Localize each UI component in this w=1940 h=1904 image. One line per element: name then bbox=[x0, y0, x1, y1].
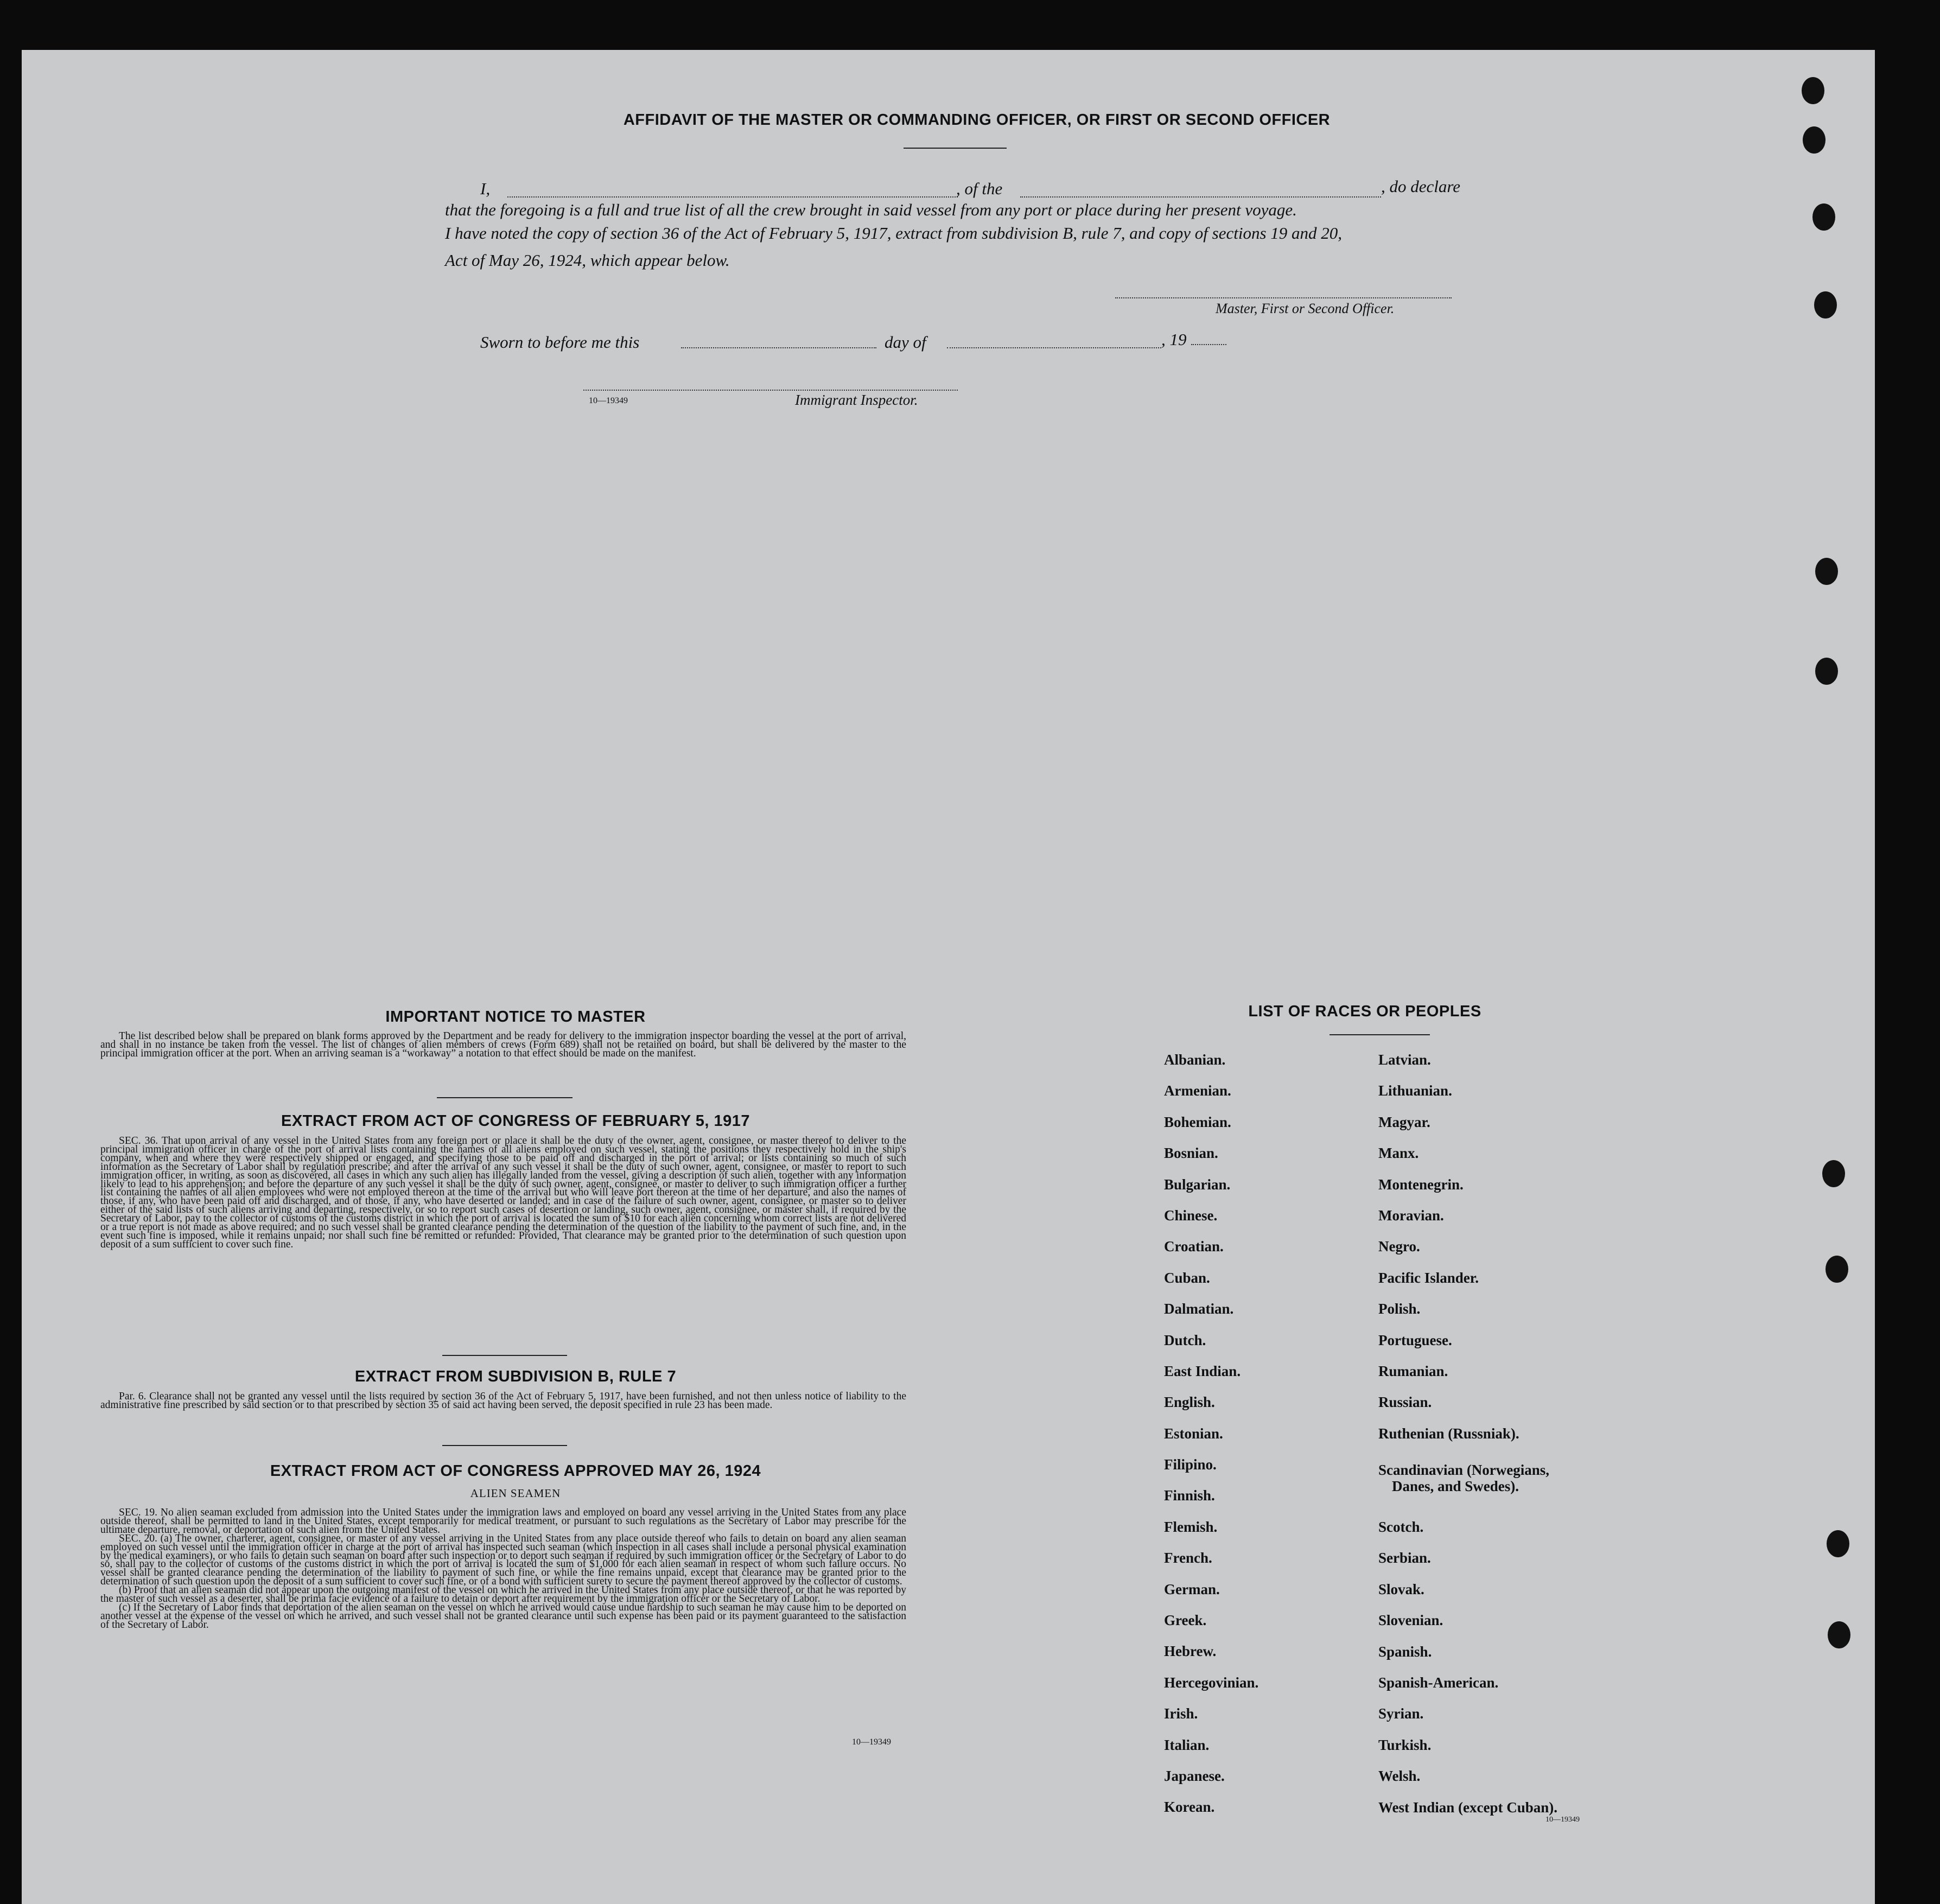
sec-19-body: SEC. 19. No alien seaman excluded from admission into the United States under the immigration laws and employed on board any vessel arriving in the United States from any place outside thereof, shall be permitted to land in the United States, except temporarily for medical treatment, or pursuant to such regulations as the Secretary of Labor may prescribe for the ultimate departure, removal, or deportation of such alien from the United States. bbox=[100, 1507, 906, 1536]
race-item: Hercegovinian. bbox=[1164, 1674, 1259, 1691]
extract-rule7-text bbox=[100, 1392, 906, 1410]
signature-line[interactable] bbox=[1115, 297, 1452, 298]
race-item: Armenian. bbox=[1164, 1082, 1231, 1099]
race-item: Greek. bbox=[1164, 1612, 1207, 1629]
race-item: Slovak. bbox=[1378, 1581, 1424, 1597]
affidavit-title: AFFIDAVIT OF THE MASTER OR COMMANDING OFFICER, OR FIRST OR SECOND OFFICER bbox=[623, 111, 1331, 129]
par-6-body: Par. 6. Clearance shall not be granted any vessel until the lists required by section 36 of the Act of February 5, 1917, have been furnished, and not then unless notice of liability to the administrative fine prescribed by said section or to that prescribed by section 35 of said act having been served, the deposit specified in rule 23 has been made. bbox=[100, 1391, 906, 1411]
race-item: Croatian. bbox=[1164, 1238, 1224, 1255]
punch-hole bbox=[1825, 1256, 1848, 1283]
races-column-2 bbox=[1378, 1052, 1639, 1830]
sec-20c-body: (c) If the Secretary of Labor finds that deportation of the alien seaman on the vessel on which he arrived would cause undue hardship to such seaman he may cause him to be deported on another vessel at the expense of the vessel on which he arrived, and such vessel shall not be granted clearance until such expense has been paid or its payment guaranteed to the satisfaction of the Secretary of Labor. bbox=[100, 1601, 906, 1631]
race-item: Hebrew. bbox=[1164, 1643, 1217, 1660]
signature-label: Master, First or Second Officer. bbox=[1216, 301, 1395, 316]
race-item: Syrian. bbox=[1378, 1705, 1424, 1722]
notice-body: The list described below shall be prepared on blank forms approved by the Department and be ready for delivery to the immigration inspector boarding the vessel at the port of arrival, and shall in no instance be taken from the vessel. The list of changes of alien members of crews (Form 689) shall not be retained on board, but shall be delivered by the master to the principal immigration officer at the port. When an arriving seaman is a “workaway” a notation to that effect should be made on the manifest. bbox=[100, 1030, 906, 1059]
race-item: Bohemian. bbox=[1164, 1113, 1231, 1130]
affidavit-line-3: I have noted the copy of section 36 of the Act of February 5, 1917, extract from subdivision B, rule 7, and copy of sections 19 and 20, bbox=[445, 224, 1343, 243]
race-item: Turkish. bbox=[1378, 1736, 1432, 1753]
race-item: Latvian. bbox=[1378, 1052, 1431, 1068]
sworn-year-line[interactable] bbox=[1191, 344, 1226, 345]
race-item: Slovenian. bbox=[1378, 1612, 1443, 1629]
race-item: Spanish. bbox=[1378, 1643, 1432, 1660]
form-number-top: 10—19349 bbox=[589, 396, 628, 405]
day-of-text: day of bbox=[885, 333, 926, 352]
race-item: Flemish. bbox=[1164, 1518, 1218, 1535]
race-item: East Indian. bbox=[1164, 1362, 1241, 1379]
sworn-day-line[interactable] bbox=[681, 347, 876, 348]
race-item: Montenegrin. bbox=[1378, 1176, 1464, 1193]
race-item: Moravian. bbox=[1378, 1207, 1444, 1224]
extract-1917-title: EXTRACT FROM ACT OF CONGRESS OF FEBRUARY 5, 1917 bbox=[281, 1112, 750, 1130]
inspector-label: Immigrant Inspector. bbox=[795, 392, 918, 408]
sworn-text: Sworn to before me this bbox=[480, 333, 640, 352]
race-item: Scotch. bbox=[1378, 1519, 1424, 1536]
race-item: Magyar. bbox=[1378, 1113, 1430, 1130]
race-item: Filipino. bbox=[1164, 1456, 1217, 1473]
notice-title: IMPORTANT NOTICE TO MASTER bbox=[385, 1008, 646, 1026]
sec-36-body: SEC. 36. That upon arrival of any vessel in the United States from any foreign port or place it shall be the duty of the owner, agent, consignee, or master thereof to deliver to the principal immigration officer in charge of the port of arrival lists containing the names of all aliens employed on such vessel, stating the positions they respectively hold in the ship's company, when and where they were respectively shipped or engaged, and specifying those to be paid off and discharged in the port of arrival; or lists containing so much of such information as the Secretary of Labor shall by regulation prescribe; and after the arrival of any such vessel it shall be the duty of such owner, agent, consignee, or master to report to such immigration officer, in writing, as soon as discovered, all cases in which any such alien has illegally landed from the vessel, giving a description of such alien, together with any information likely to lead to his apprehension; and before the departure of any such vessel it shall be the duty of such owner, agent, consignee, or master to deliver to such immigration officer a further list containing the names of all alien employees who were not employed thereon at the time of the arrival but who will leave port thereon at the time of her departure, and also the names of those, if any, who have been paid off and discharged, and of those, if any, who have deserted or landed; and in case of the failure of such owner, agent, consignee, or master so to deliver either of the said lists of such aliens arriving and departing, respectively, or so to report such cases of desertion or landing, such owner, agent, consignee, or master shall, if required by the Secretary of Labor, pay to the collector of customs of the customs district in which the port of arrival is located the sum of $10 for each alien concerning whom correct lists are not delivered or a true report is not made as above required; and no such vessel shall be granted clearance pending the determination of the question of the liability to the payment of such fine, and, in the event such fine is imposed, while it remains unpaid; nor shall such fine be remitted or refunded: Provided, That clearance may be granted prior to the determination of such question upon deposit of a sum sufficient to cover such fine. bbox=[100, 1135, 906, 1250]
punch-hole bbox=[1815, 558, 1838, 585]
race-item: Manx. bbox=[1378, 1145, 1419, 1162]
extract-1924-title: EXTRACT FROM ACT OF CONGRESS APPROVED MAY 26, 1924 bbox=[270, 1462, 761, 1480]
extract-1917-text bbox=[100, 1137, 906, 1249]
extract-rule7-title: EXTRACT FROM SUBDIVISION B, RULE 7 bbox=[354, 1368, 677, 1385]
race-item: Welsh. bbox=[1378, 1768, 1421, 1785]
race-item: Irish. bbox=[1164, 1705, 1198, 1722]
extract-1924-text bbox=[100, 1508, 906, 1629]
race-item: Serbian. bbox=[1378, 1550, 1431, 1566]
races-divider bbox=[1330, 1034, 1430, 1035]
race-item: Scandinavian (Norwegians, bbox=[1378, 1462, 1550, 1479]
sec-20b-body: (b) Proof that an alien seaman did not appear upon the outgoing manifest of the vessel on which he arrived in the United States from any place outside thereof, or that he was reported by the master of such vessel as a deserter, shall be prima facie evidence of a failure to detain or deport after requirement by the immigration officer or the Secretary of Labor. bbox=[100, 1584, 906, 1605]
race-item-continued: Danes, and Swedes). bbox=[1392, 1478, 1519, 1495]
affidavit-pronoun: I, bbox=[480, 179, 491, 198]
punch-hole bbox=[1815, 658, 1838, 685]
vessel-name-line[interactable] bbox=[1020, 196, 1381, 198]
race-item: English. bbox=[1164, 1394, 1215, 1411]
punch-hole bbox=[1812, 203, 1835, 231]
race-item: Ruthenian (Russniak). bbox=[1378, 1425, 1519, 1442]
race-item: Portuguese. bbox=[1378, 1332, 1452, 1348]
race-item: Negro. bbox=[1378, 1238, 1420, 1255]
race-item: German. bbox=[1164, 1581, 1220, 1597]
declarant-name-line[interactable] bbox=[507, 196, 958, 198]
section-divider bbox=[442, 1445, 567, 1446]
year-prefix: , 19 bbox=[1161, 330, 1187, 349]
punch-hole bbox=[1822, 1160, 1845, 1187]
punch-hole bbox=[1802, 77, 1824, 104]
race-item: Lithuanian. bbox=[1378, 1082, 1452, 1099]
section-divider bbox=[442, 1355, 567, 1356]
sec-20a-body: SEC. 20. (a) The owner, charterer, agent, consignee, or master of any vessel arriving in the United States from any place outside thereof who fails to detain on board any alien seaman employed on such vessel until the immigration officer in charge at the port of arrival has inspected such seaman (which inspection in all cases shall include a personal physical examination by the medical examiners), or who fails to detain such seaman on board after such inspection or to deport such seaman if required by such immigration officer or the Secretary of Labor to do so, shall pay to the collector of customs of the customs district in which the port of arrival is located the sum of $1,000 for each alien seaman in respect of whom such failure occurs. No vessel shall be granted clearance pending the determination of the liability to payment of such fine, or while the fine remains unpaid, except that clearance may be granted prior to the determination of such question upon the deposit of a sum sufficient to cover such fine, or of a bond with sufficient surety to secure the payment thereof approved by the collector of customs. bbox=[100, 1532, 906, 1588]
races-title: LIST OF RACES OR PEOPLES bbox=[1248, 1003, 1481, 1020]
race-item: Chinese. bbox=[1164, 1207, 1218, 1224]
section-divider bbox=[437, 1097, 573, 1098]
affidavit-line-4: Act of May 26, 1924, which appear below. bbox=[445, 251, 730, 270]
race-item: Italian. bbox=[1164, 1736, 1210, 1753]
race-item: Pacific Islander. bbox=[1378, 1269, 1479, 1286]
race-item: West Indian (except Cuban). bbox=[1378, 1799, 1558, 1816]
race-item: Bosnian. bbox=[1164, 1145, 1218, 1162]
race-item: Albanian. bbox=[1164, 1052, 1226, 1068]
sworn-month-line[interactable] bbox=[947, 347, 1161, 348]
title-divider bbox=[904, 148, 1007, 149]
race-item: Estonian. bbox=[1164, 1425, 1223, 1442]
alien-seamen-subtitle: ALIEN SEAMEN bbox=[470, 1487, 561, 1500]
punch-hole bbox=[1814, 291, 1837, 319]
race-item: Rumanian. bbox=[1378, 1362, 1448, 1379]
race-item: Dutch. bbox=[1164, 1332, 1206, 1348]
race-item: Spanish-American. bbox=[1378, 1674, 1499, 1691]
affidavit-of-the: , of the bbox=[956, 179, 1003, 198]
form-number-bottom-right: 10—19349 bbox=[1545, 1816, 1580, 1824]
races-column-1 bbox=[1164, 1052, 1370, 1830]
race-item: Japanese. bbox=[1164, 1767, 1225, 1784]
race-item: Finnish. bbox=[1164, 1487, 1215, 1504]
race-item: Polish. bbox=[1378, 1301, 1421, 1317]
race-item: Dalmatian. bbox=[1164, 1301, 1234, 1317]
race-item: Cuban. bbox=[1164, 1269, 1210, 1286]
race-item: Russian. bbox=[1378, 1394, 1432, 1411]
punch-hole bbox=[1827, 1530, 1849, 1557]
punch-hole bbox=[1803, 126, 1825, 154]
affidavit-line-2: that the foregoing is a full and true list of all the crew brought in said vessel from any port or place during her present voyage. bbox=[445, 200, 1297, 219]
race-item: Bulgarian. bbox=[1164, 1176, 1231, 1193]
race-item: French. bbox=[1164, 1550, 1212, 1566]
form-number-bottom-left: 10—19349 bbox=[852, 1737, 891, 1747]
punch-hole bbox=[1828, 1621, 1850, 1648]
inspector-signature-line[interactable] bbox=[583, 390, 958, 391]
race-item: Korean. bbox=[1164, 1799, 1215, 1816]
notice-text bbox=[100, 1032, 906, 1058]
affidavit-do-declare: , do declare bbox=[1381, 177, 1461, 196]
